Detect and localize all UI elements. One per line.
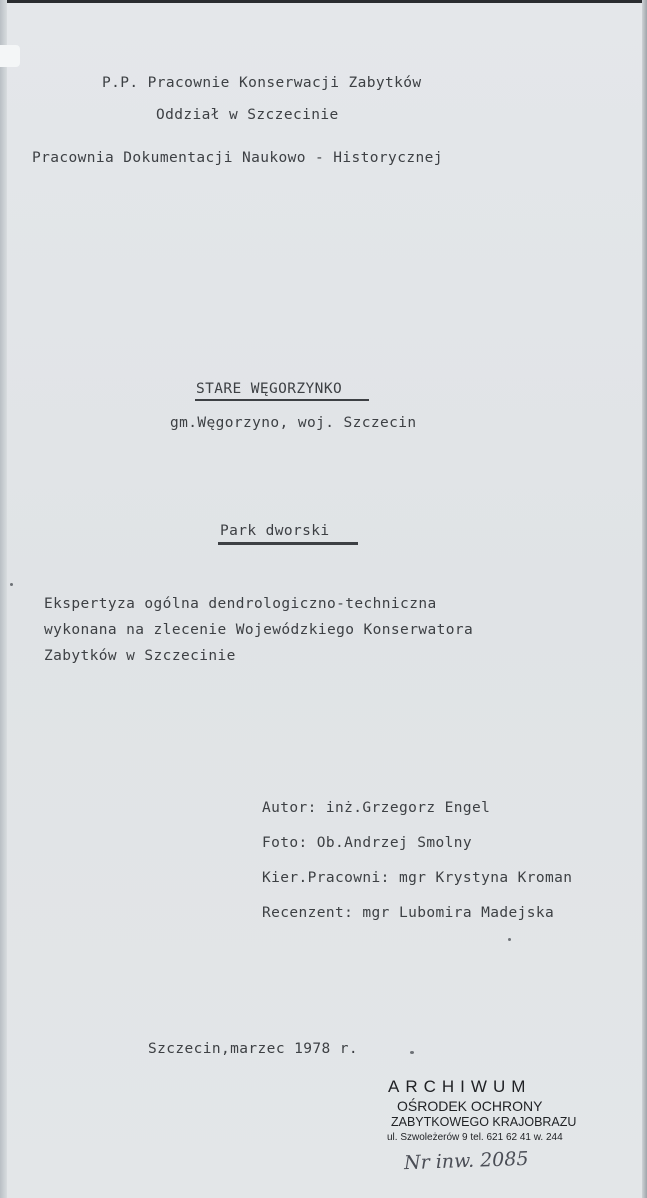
stamp-line-3: ul. Szwoleżerów 9 tel. 621 62 41 w. 244 <box>387 1132 563 1143</box>
page-edge-left <box>0 0 7 1198</box>
scan-speck <box>10 583 13 586</box>
document-subject: Park dworski <box>220 523 330 539</box>
credit-reviewer: Recenzent: mgr Lubomira Madejska <box>262 905 555 921</box>
page-edge-right <box>642 0 647 1198</box>
page-edge-top <box>0 0 647 3</box>
stamp-line-1: OŚRODEK OCHRONY <box>397 1098 543 1114</box>
header-institution: P.P. Pracownie Konserwacji Zabytków <box>102 75 422 91</box>
scan-speck <box>410 1051 414 1054</box>
stamp-line-2: ZABYTKOWEGO KRAJOBRAZU <box>391 1115 577 1129</box>
place-date: Szczecin,marzec 1978 r. <box>148 1041 358 1057</box>
header-branch: Oddział w Szczecinie <box>156 107 339 123</box>
document-location: gm.Węgorzyno, woj. Szczecin <box>170 415 417 431</box>
scan-speck <box>508 938 511 941</box>
credit-head: Kier.Pracowni: mgr Krystyna Kroman <box>262 870 573 886</box>
credit-author: Autor: inż.Grzegorz Engel <box>262 800 491 816</box>
header-department: Pracownia Dokumentacji Naukowo - Historycznej <box>32 150 443 166</box>
stamp-archive: ARCHIWUM <box>388 1077 532 1096</box>
description-line-1: Ekspertyza ogólna dendrologiczno-techniczna <box>44 596 437 612</box>
binding-hole <box>0 45 20 67</box>
subject-underline <box>218 542 358 545</box>
description-line-2: wykonana na zlecenie Wojewódzkiego Konserwatora <box>44 622 474 638</box>
document-title-place: STARE WĘGORZYNKO <box>196 381 343 397</box>
title-underline <box>195 399 369 401</box>
inventory-note: Nr inw. 2085 <box>403 1147 529 1175</box>
description-line-3: Zabytków w Szczecinie <box>44 648 236 664</box>
credit-photo: Foto: Ob.Andrzej Smolny <box>262 835 472 851</box>
